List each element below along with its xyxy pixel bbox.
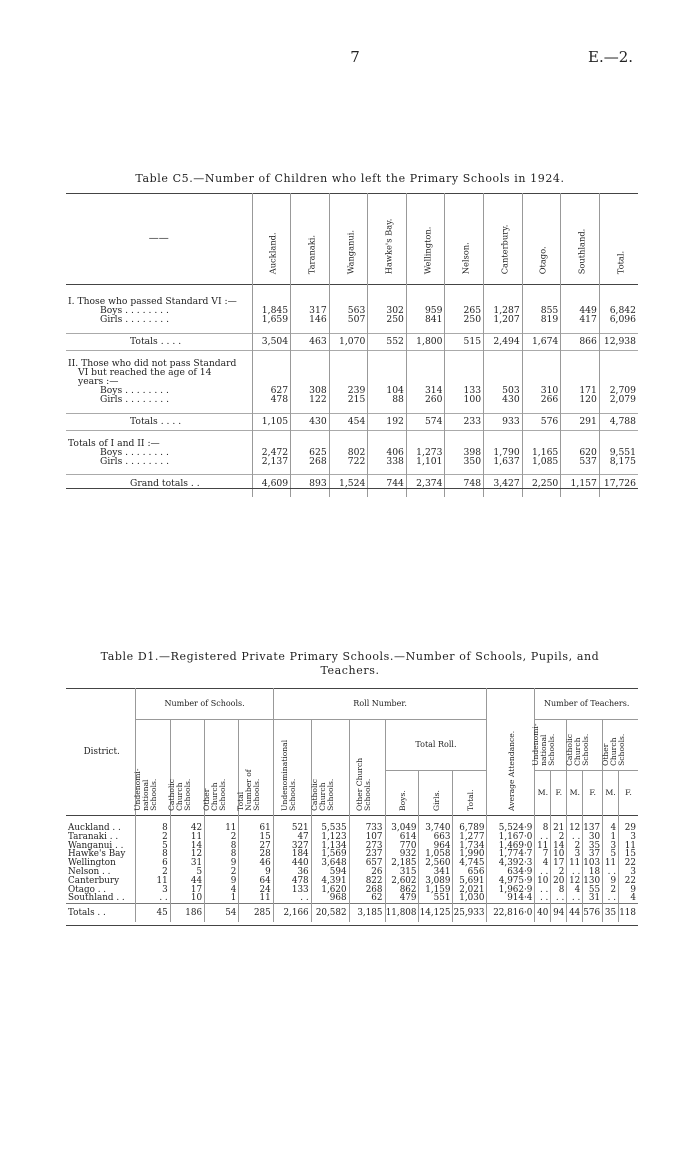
table-cell: 35 — [583, 842, 603, 851]
col-header-f: F. — [583, 771, 603, 816]
table-c5-dash-header: —— — [148, 233, 169, 244]
table-cell: 479 — [385, 894, 419, 903]
table-cell: 62 — [349, 894, 385, 903]
table-cell: 6 — [136, 859, 170, 868]
table-row — [66, 877, 638, 886]
table-cell: . . — [535, 886, 551, 895]
table-cell: 36 — [273, 868, 311, 877]
table-cell: 8 — [535, 816, 551, 833]
district-cell: Wanganui . . — [68, 840, 124, 851]
table-cell: 5,524·9 — [487, 816, 535, 833]
table-cell: 30 — [583, 833, 603, 842]
table-cell: 103 — [583, 859, 603, 868]
table-cell: 55 — [583, 886, 603, 895]
col-header: Undenomi-national Schools. — [535, 720, 567, 771]
col-header: Other Church Schools. — [349, 720, 385, 816]
table-cell: 14 — [551, 842, 567, 851]
table-cell: 17 — [170, 886, 204, 895]
table-cell: 4,392·3 — [487, 859, 535, 868]
table-cell: 10 — [551, 850, 567, 859]
table-cell: . . — [535, 894, 551, 903]
table-cell: 656 — [453, 868, 487, 877]
schools-group-header: Number of Schools. — [136, 689, 273, 720]
table-cell: . . — [535, 833, 551, 842]
table-cell: 1,058 — [419, 850, 453, 859]
table-cell: 5 — [170, 868, 204, 877]
table-cell: 11 — [535, 842, 551, 851]
table-cell: 17 — [551, 859, 567, 868]
table-cell: 733 — [349, 816, 385, 833]
table-cell: 24 — [239, 886, 273, 895]
table-cell: 4 — [535, 859, 551, 868]
table-cell: 1,134 — [311, 842, 349, 851]
col-header: Catholic Church Schools. — [170, 720, 204, 816]
table-cell: 964 — [419, 842, 453, 851]
table-row — [66, 894, 638, 903]
table-row: Girls . . . . . . . . 1,659 146 507 250 841 250 1,207 819 417 6,096 — [100, 314, 636, 326]
table-cell: 133 — [273, 886, 311, 895]
table-cell: 15 — [619, 850, 638, 859]
table-cell: 2 — [603, 886, 619, 895]
table-cell: 1 — [603, 833, 619, 842]
table-cell: 11 — [239, 894, 273, 903]
table-cell: 2 — [567, 842, 583, 851]
table-cell: 614 — [385, 833, 419, 842]
table-d1-bottom-rule — [66, 925, 638, 926]
col-header: Boys. — [385, 771, 419, 816]
table-cell: 130 — [583, 877, 603, 886]
district-header: District. — [83, 746, 120, 757]
table-cell: 9 — [619, 886, 638, 895]
col-header: Otago. — [522, 194, 561, 285]
table-cell: 4,391 — [311, 877, 349, 886]
district-cell: Hawke's Bay — [68, 849, 126, 860]
table-cell: . . — [551, 894, 567, 903]
district-cell: Wellington — [68, 858, 116, 869]
col-header-f: F. — [619, 771, 638, 816]
table-cell: 15 — [239, 833, 273, 842]
table-cell: 822 — [349, 877, 385, 886]
table-cell: 770 — [385, 842, 419, 851]
table-cell: 3,089 — [419, 877, 453, 886]
table-cell: 521 — [273, 816, 311, 833]
table-cell: 47 — [273, 833, 311, 842]
table-cell: 341 — [419, 868, 453, 877]
table-row: Totals . . . . 1,105 430 454 192 574 233 933 576 291 4,788 — [66, 413, 638, 430]
table-cell: 3 — [567, 850, 583, 859]
table-cell: . . — [273, 894, 311, 903]
table-cell: 8 — [205, 842, 239, 851]
table-cell: 2,021 — [453, 886, 487, 895]
col-header: Taranaki. — [291, 194, 330, 285]
table-cell: 4,975·9 — [487, 877, 535, 886]
table-row: Grand totals . . 4,609 893 1,524 744 2,374 748 3,427 2,250 1,157 17,726 — [66, 475, 638, 492]
table-cell: . . — [136, 894, 170, 903]
col-header: Canterbury. — [484, 194, 523, 285]
table-cell: 2 — [205, 868, 239, 877]
table-cell: 2 — [551, 833, 567, 842]
table-cell: 184 — [273, 850, 311, 859]
table-cell: 9 — [603, 877, 619, 886]
table-d1 — [66, 688, 638, 922]
table-cell: 2 — [136, 868, 170, 877]
table-cell: 3,049 — [385, 816, 419, 833]
table-cell: 968 — [311, 894, 349, 903]
col-header: Undenomi-national Schools. — [136, 720, 170, 816]
table-cell: 8 — [205, 850, 239, 859]
roll-group-header: Roll Number. — [273, 689, 487, 720]
table-cell: 31 — [170, 859, 204, 868]
table-cell: 6,789 — [453, 816, 487, 833]
col-header: Other Church Schools. — [603, 720, 638, 771]
table-cell: 8 — [136, 816, 170, 833]
table-cell: 4 — [205, 886, 239, 895]
col-header: Total Number of Schools. — [239, 720, 273, 816]
table-cell: 31 — [583, 894, 603, 903]
table-cell: 1,159 — [419, 886, 453, 895]
table-c5 — [66, 193, 638, 497]
table-cell: 18 — [583, 868, 603, 877]
table-cell: 37 — [583, 850, 603, 859]
table-cell: 5,691 — [453, 877, 487, 886]
table-cell: 914·4 — [487, 894, 535, 903]
table-cell: 932 — [385, 850, 419, 859]
table-cell: 22 — [619, 877, 638, 886]
table-cell: 2,560 — [419, 859, 453, 868]
col-header-f: F. — [551, 771, 567, 816]
table-cell: 657 — [349, 859, 385, 868]
table-cell: 4,745 — [453, 859, 487, 868]
table-cell: 1,167·0 — [487, 833, 535, 842]
table-cell: 5 — [603, 850, 619, 859]
col-header: Nelson. — [445, 194, 484, 285]
section-label: years :— — [78, 376, 119, 388]
table-cell: . . — [603, 894, 619, 903]
table-cell: 1,990 — [453, 850, 487, 859]
avg-attendance-header: Average Attendance. — [487, 689, 535, 816]
table-cell: 1,030 — [453, 894, 487, 903]
col-header: Auckland. — [252, 194, 291, 285]
table-cell: 2 — [136, 833, 170, 842]
district-cell: Southland . . — [68, 893, 125, 904]
table-cell: 14 — [170, 842, 204, 851]
table-cell: 4 — [619, 894, 638, 903]
table-cell: 64 — [239, 877, 273, 886]
table-cell: 10 — [170, 894, 204, 903]
table-row: Girls . . . . . . . . 2,137 268 722 338 1,101 350 1,637 1,085 537 8,175 — [100, 456, 636, 468]
table-cell: 3,740 — [419, 816, 453, 833]
page-number: 7 — [350, 48, 360, 66]
table-cell: 551 — [419, 894, 453, 903]
table-cell: 8 — [551, 886, 567, 895]
totals-row: Totals . . 45 186 54 285 2,166 20,582 3,185 11,808 14,125 25,933 22,816·0 40 94 44 576 35 118 — [66, 904, 638, 923]
table-row: Boys . . . . . . . . 1,845 317 563 302 959 265 1,287 855 449 6,842 — [100, 305, 636, 317]
table-cell: 12 — [170, 850, 204, 859]
table-cell: 28 — [239, 850, 273, 859]
total-roll-header: Total Roll. — [385, 720, 487, 771]
table-cell: 268 — [349, 886, 385, 895]
table-row: Girls . . . . . . . . 478 122 215 88 260 100 430 266 120 2,079 — [100, 394, 636, 406]
table-cell: 862 — [385, 886, 419, 895]
table-cell: 5 — [136, 842, 170, 851]
section-label: VI but reached the age of 14 — [78, 366, 212, 378]
table-cell: . . — [567, 833, 583, 842]
table-cell: 1,734 — [453, 842, 487, 851]
table-cell: 594 — [311, 868, 349, 877]
table-cell: . . — [567, 894, 583, 903]
col-header: Southland. — [561, 194, 600, 285]
page-reference: E.—2. — [588, 48, 634, 66]
table-c5-bottom-rule — [66, 488, 638, 489]
col-header-m: M. — [603, 771, 619, 816]
table-cell: 2 — [205, 833, 239, 842]
table-row — [66, 816, 638, 833]
table-cell: 2 — [551, 868, 567, 877]
table-cell: 1 — [205, 894, 239, 903]
table-cell: 3 — [619, 833, 638, 842]
col-header: Wellington. — [406, 194, 445, 285]
table-cell: 2,185 — [385, 859, 419, 868]
table-cell: 273 — [349, 842, 385, 851]
col-header: Catholic Church Schools. — [311, 720, 349, 816]
table-cell: 11 — [136, 877, 170, 886]
table-cell: . . — [535, 868, 551, 877]
table-cell: 61 — [239, 816, 273, 833]
table-cell: 42 — [170, 816, 204, 833]
table-cell: 12 — [567, 816, 583, 833]
table-cell: 8 — [136, 850, 170, 859]
table-cell: 478 — [273, 877, 311, 886]
table-cell: 137 — [583, 816, 603, 833]
table-cell: 327 — [273, 842, 311, 851]
table-cell: 12 — [567, 877, 583, 886]
table-cell: 10 — [535, 877, 551, 886]
table-cell: 5,535 — [311, 816, 349, 833]
table-d1-title-cont: Teachers. — [320, 664, 380, 677]
table-cell: 11 — [567, 859, 583, 868]
table-d1-title: Table D1.—Registered Private Primary Schools.—Number of Schools, Pupils, and — [100, 650, 600, 663]
teachers-group-header: Number of Teachers. — [535, 689, 638, 720]
table-cell: 22 — [619, 859, 638, 868]
table-row: Boys . . . . . . . . 627 308 239 104 314 133 503 310 171 2,709 — [100, 385, 636, 397]
table-cell: 3,648 — [311, 859, 349, 868]
col-header: Total. — [599, 194, 638, 285]
table-cell: 20 — [551, 877, 567, 886]
table-cell: 634·9 — [487, 868, 535, 877]
table-cell: 44 — [170, 877, 204, 886]
table-cell: 29 — [619, 816, 638, 833]
col-header: Other Church Schools. — [205, 720, 239, 816]
district-cell: Taranaki . . — [68, 831, 119, 842]
table-cell: . . — [603, 868, 619, 877]
table-c5-title: Table C5.—Number of Children who left the Primary Schools in 1924. — [135, 172, 565, 185]
table-cell: 26 — [349, 868, 385, 877]
table-cell: 1,569 — [311, 850, 349, 859]
district-cell: Auckland . . — [68, 823, 121, 833]
col-header-m: M. — [567, 771, 583, 816]
table-cell: 3 — [603, 842, 619, 851]
table-row — [66, 859, 638, 868]
table-cell: 107 — [349, 833, 385, 842]
col-header-m: M. — [535, 771, 551, 816]
section-label: II. Those who did not pass Standard — [66, 350, 252, 368]
table-cell: 315 — [385, 868, 419, 877]
table-cell: 11 — [170, 833, 204, 842]
table-row — [66, 886, 638, 895]
col-header: Hawke's Bay. — [368, 194, 407, 285]
col-header: Total. — [453, 771, 487, 816]
table-cell: 1,620 — [311, 886, 349, 895]
col-header: Undenominational Schools. — [273, 720, 311, 816]
col-header: Catholic Church Schools. — [567, 720, 603, 771]
table-row: Boys . . . . . . . . 2,472 625 802 406 1,273 398 1,790 1,165 620 9,551 — [100, 446, 636, 458]
table-cell: 1,277 — [453, 833, 487, 842]
table-cell: 4 — [603, 816, 619, 833]
table-cell: 46 — [239, 859, 273, 868]
section-label: I. Those who passed Standard VI :— — [68, 296, 237, 307]
table-cell: 11 — [205, 816, 239, 833]
district-cell: Otago . . — [68, 884, 107, 895]
table-cell: 7 — [535, 850, 551, 859]
table-cell: 1,774·7 — [487, 850, 535, 859]
table-cell: 11 — [603, 859, 619, 868]
col-header: Girls. — [419, 771, 453, 816]
table-cell: 3 — [619, 868, 638, 877]
table-row: Totals . . . . 3,504 463 1,070 552 1,800 515 2,494 1,674 866 12,938 — [66, 333, 638, 350]
district-cell: Nelson . . — [68, 866, 111, 877]
table-cell: 3 — [136, 886, 170, 895]
table-cell: 9 — [205, 859, 239, 868]
table-cell: 11 — [619, 842, 638, 851]
table-cell: 2,602 — [385, 877, 419, 886]
table-cell: 440 — [273, 859, 311, 868]
table-cell: 21 — [551, 816, 567, 833]
table-cell: . . — [567, 868, 583, 877]
table-cell: 1,962·9 — [487, 886, 535, 895]
table-cell: 1,123 — [311, 833, 349, 842]
table-cell: 237 — [349, 850, 385, 859]
section-label: Totals of I and II :— — [66, 430, 252, 448]
table-cell: 9 — [239, 868, 273, 877]
district-cell: Canterbury — [68, 875, 120, 886]
table-cell: 663 — [419, 833, 453, 842]
table-cell: 1,469·0 — [487, 842, 535, 851]
table-cell: 27 — [239, 842, 273, 851]
table-cell: 4 — [567, 886, 583, 895]
table-cell: 9 — [205, 877, 239, 886]
col-header: Wanganui. — [329, 194, 368, 285]
